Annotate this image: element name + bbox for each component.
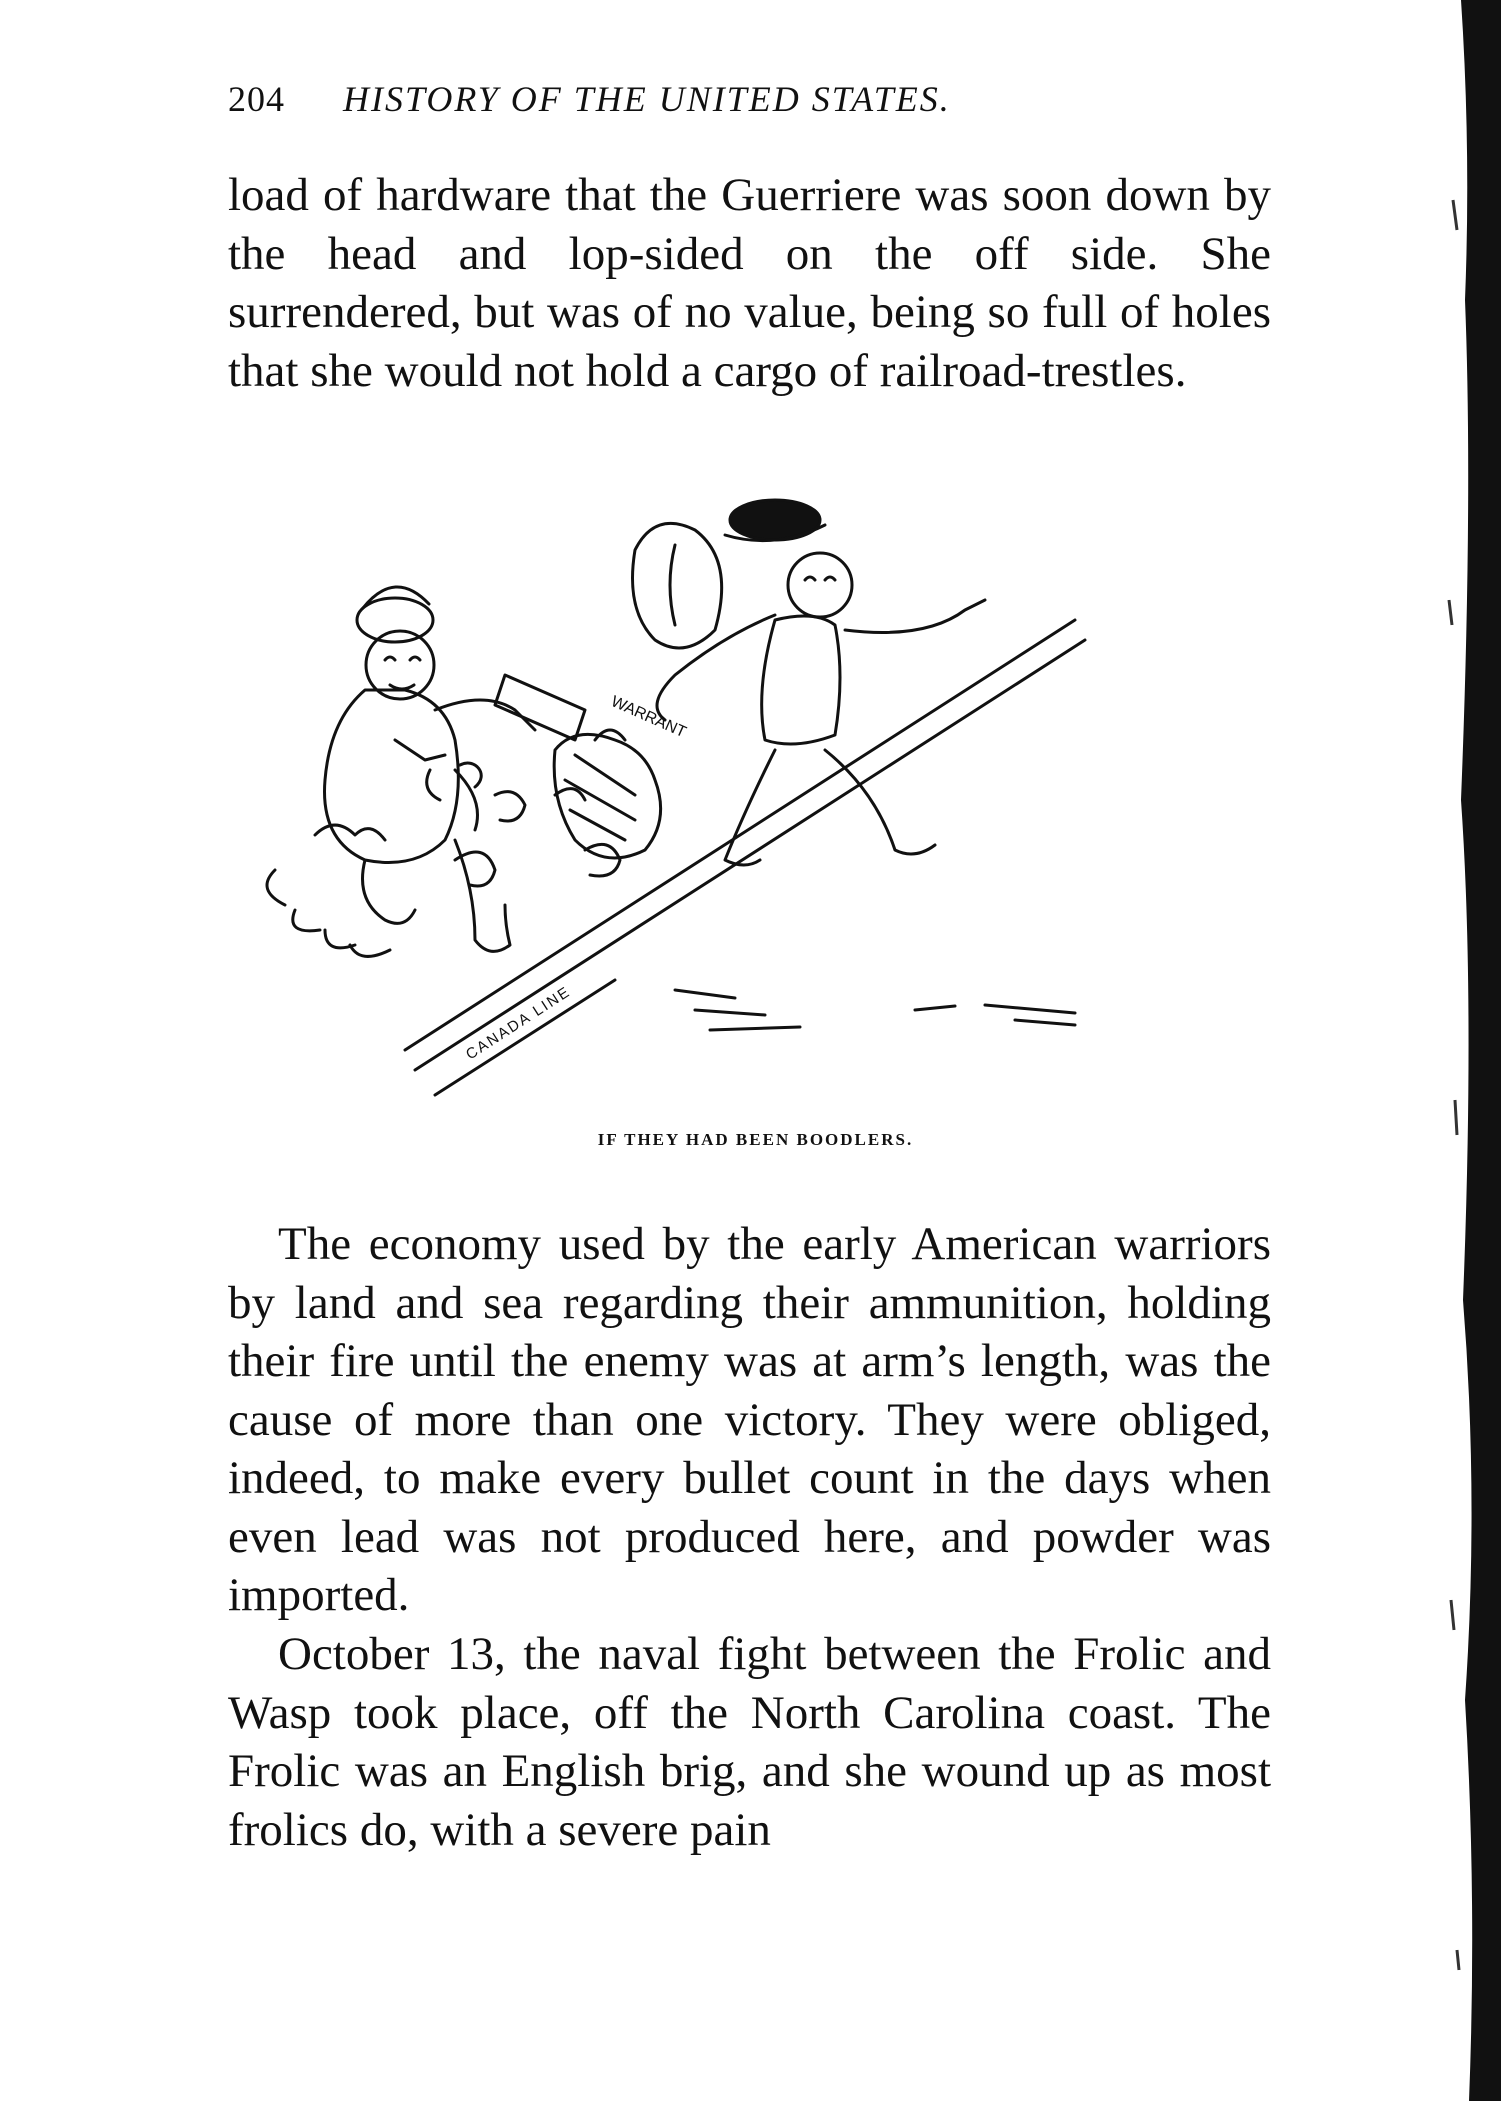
page-edge-shadow [1431,0,1501,2101]
canada-line-label: CANADA LINE [462,983,574,1064]
border-line [405,620,1075,1050]
running-header [228,78,951,120]
page-number: 204 [228,79,285,119]
boodlers-illustration [255,490,1245,1110]
running-title: HISTORY OF THE UNITED STATES. [343,79,951,119]
illustration-caption: IF THEY HAD BEEN BOODLERS. [597,1130,914,1149]
carpet-bag [554,730,660,858]
paragraph-guerriere: load of hardware that the Guerriere was soon down by the head and lop-sided on the off side. She surrendered, but was of no value, being so full of holes that she would not hold a cargo of railroad-trestles. [228,169,1271,397]
paragraph-economy: The economy used by the early American warriors by land and sea regarding their ammunition, holding their fire until the enemy was at arm’s length, was the cause of more than one victory. They were obliged, indeed, to make every bullet count in the days when even lead was not produced here, and powder was imported. [228,1218,1271,1621]
paragraph-frolic: October 13, the naval fight between the Frolic and Wasp took place, off the North Carolina coast. The Frolic was an English brig, and she wound up as most frolics do, with a severe pain [228,1628,1271,1856]
warrant-label: WARRANT [608,693,689,742]
runaway-figure [633,500,986,865]
